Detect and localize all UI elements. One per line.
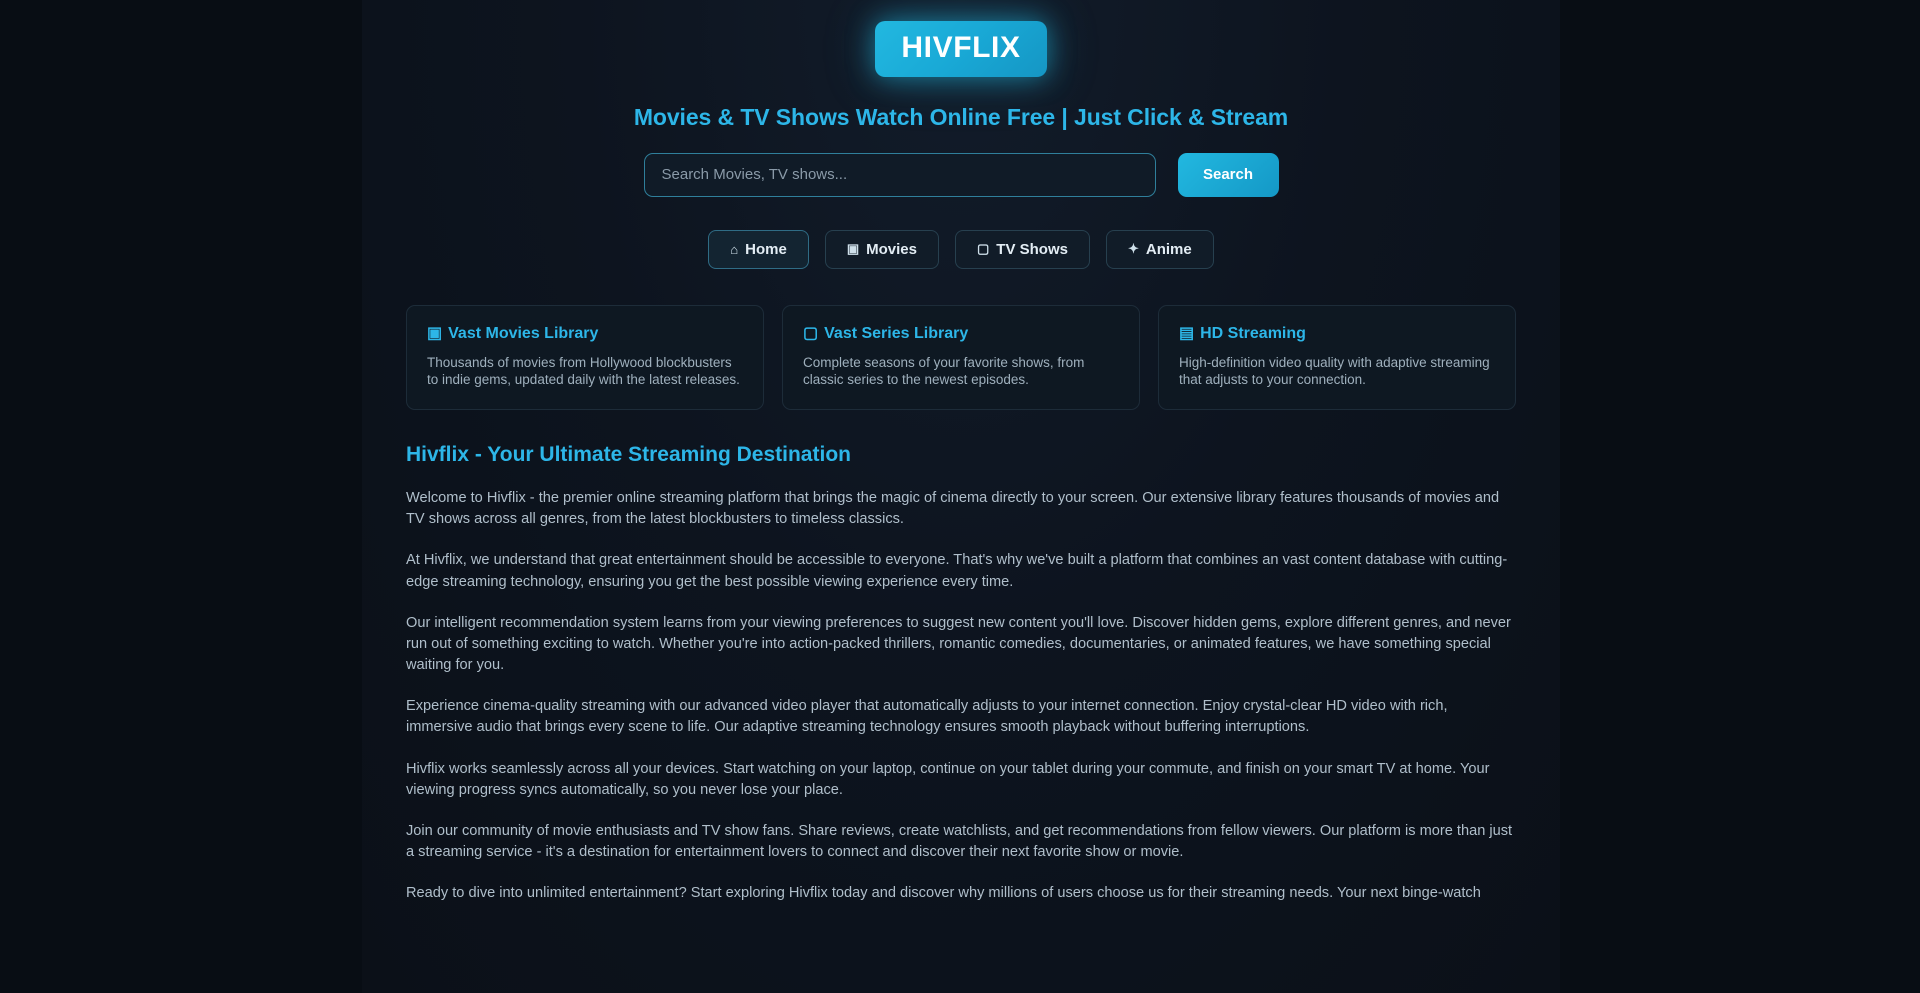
nav-item-home[interactable] (708, 230, 809, 269)
tv-icon: ▢ (803, 324, 819, 342)
article-paragraph: Welcome to Hivflix - the premier online streaming platform that brings the magic of cinema directly to your screen. Our extensive library features thousands of movies and TV shows across all genres, from the latest blockbusters to timeless classics. (406, 490, 1500, 528)
nav-item-label: TV Shows (996, 240, 1068, 258)
page-tagline: Movies & TV Shows Watch Online Free | Just Click & Stream (633, 103, 1289, 130)
feature-card-title-row (427, 323, 743, 343)
article-paragraph: At Hivflix, we understand that great entertainment should be accessible to everyone. That's why we've built a platform that combines an vast content database with cutting-edge streaming technology, ensuring you get the best possible viewing experience every time. (406, 552, 1508, 590)
feature-card-series-library (782, 305, 1140, 411)
article-paragraph: Hivflix works seamlessly across all your devices. Start watching on your laptop, continue on your tablet during your commute, and finish on your smart TV at home. Your viewing progress syncs automatically, so you never lose your place. (406, 760, 1490, 798)
feature-card-text: High-definition video quality with adaptive streaming that adjusts to your connection. (1179, 354, 1490, 388)
logo-container (384, 0, 1538, 77)
feature-card-title-row (803, 323, 1119, 343)
main-content (362, 0, 1560, 993)
feature-card-hd-streaming (1158, 305, 1516, 411)
nav-item-label: Movies (866, 240, 917, 258)
site-logo[interactable]: HIVFLIX (875, 21, 1046, 77)
feature-card-title: Vast Series Library (824, 324, 969, 342)
nav-item-tv-shows[interactable] (955, 230, 1090, 269)
nav-item-movies[interactable] (825, 230, 939, 269)
article-paragraph: Experience cinema-quality streaming with our advanced video player that automatically adjusts to your internet connection. Enjoy crystal-clear HD video with rich, immersive audio that brings every scene to life. Our adaptive streaming technology ensures smooth playback without buffering interruptions. (406, 698, 1448, 736)
star-icon: ✦ (1127, 241, 1139, 256)
feature-card-text: Thousands of movies from Hollywood blockbusters to indie gems, updated daily with the latest releases. (427, 354, 740, 388)
feature-cards (384, 305, 1538, 411)
home-icon: ⌂ (730, 241, 739, 257)
feature-card-text: Complete seasons of your favorite shows, from classic series to the newest episodes. (803, 354, 1085, 388)
nav-item-label: Home (745, 240, 787, 258)
hd-icon: ▤ (1179, 324, 1195, 342)
article-paragraph: Our intelligent recommendation system learns from your viewing preferences to suggest new content you'll love. Discover hidden gems, explore different genres, and never run out of something exciting to watch. Whether you're into action-packed thrillers, romantic comedies, documentaries, or animated features, we have something special waiting for you. (406, 614, 1511, 674)
nav-item-anime[interactable] (1106, 230, 1214, 269)
search-bar (384, 153, 1538, 197)
article-paragraph: Ready to dive into unlimited entertainment? Start exploring Hivflix today and discover why millions of users choose us for their streaming needs. Your next binge-watch (406, 885, 1481, 902)
tv-icon: ▢ (976, 241, 990, 256)
search-button[interactable]: Search (1178, 153, 1279, 197)
nav-item-label: Anime (1145, 240, 1192, 258)
search-input[interactable] (644, 153, 1156, 197)
article-section (384, 443, 1538, 904)
article-paragraph: Join our community of movie enthusiasts and TV show fans. Share reviews, create watchlists, and get recommendations from fellow viewers. Our platform is more than just a streaming service - it's a destination for entertainment lovers to connect and discover their next favorite show or movie. (406, 822, 1513, 860)
right-gutter (1560, 0, 1920, 993)
article-heading: Hivflix - Your Ultimate Streaming Destination (406, 443, 851, 467)
feature-card-title: HD Streaming (1200, 324, 1306, 342)
film-icon: ▣ (846, 241, 860, 256)
feature-card-title: Vast Movies Library (448, 324, 599, 342)
feature-card-movies-library (406, 305, 764, 411)
feature-card-title-row (1179, 323, 1495, 343)
film-icon: ▣ (427, 324, 443, 342)
left-gutter (0, 0, 362, 993)
primary-nav (384, 230, 1538, 269)
